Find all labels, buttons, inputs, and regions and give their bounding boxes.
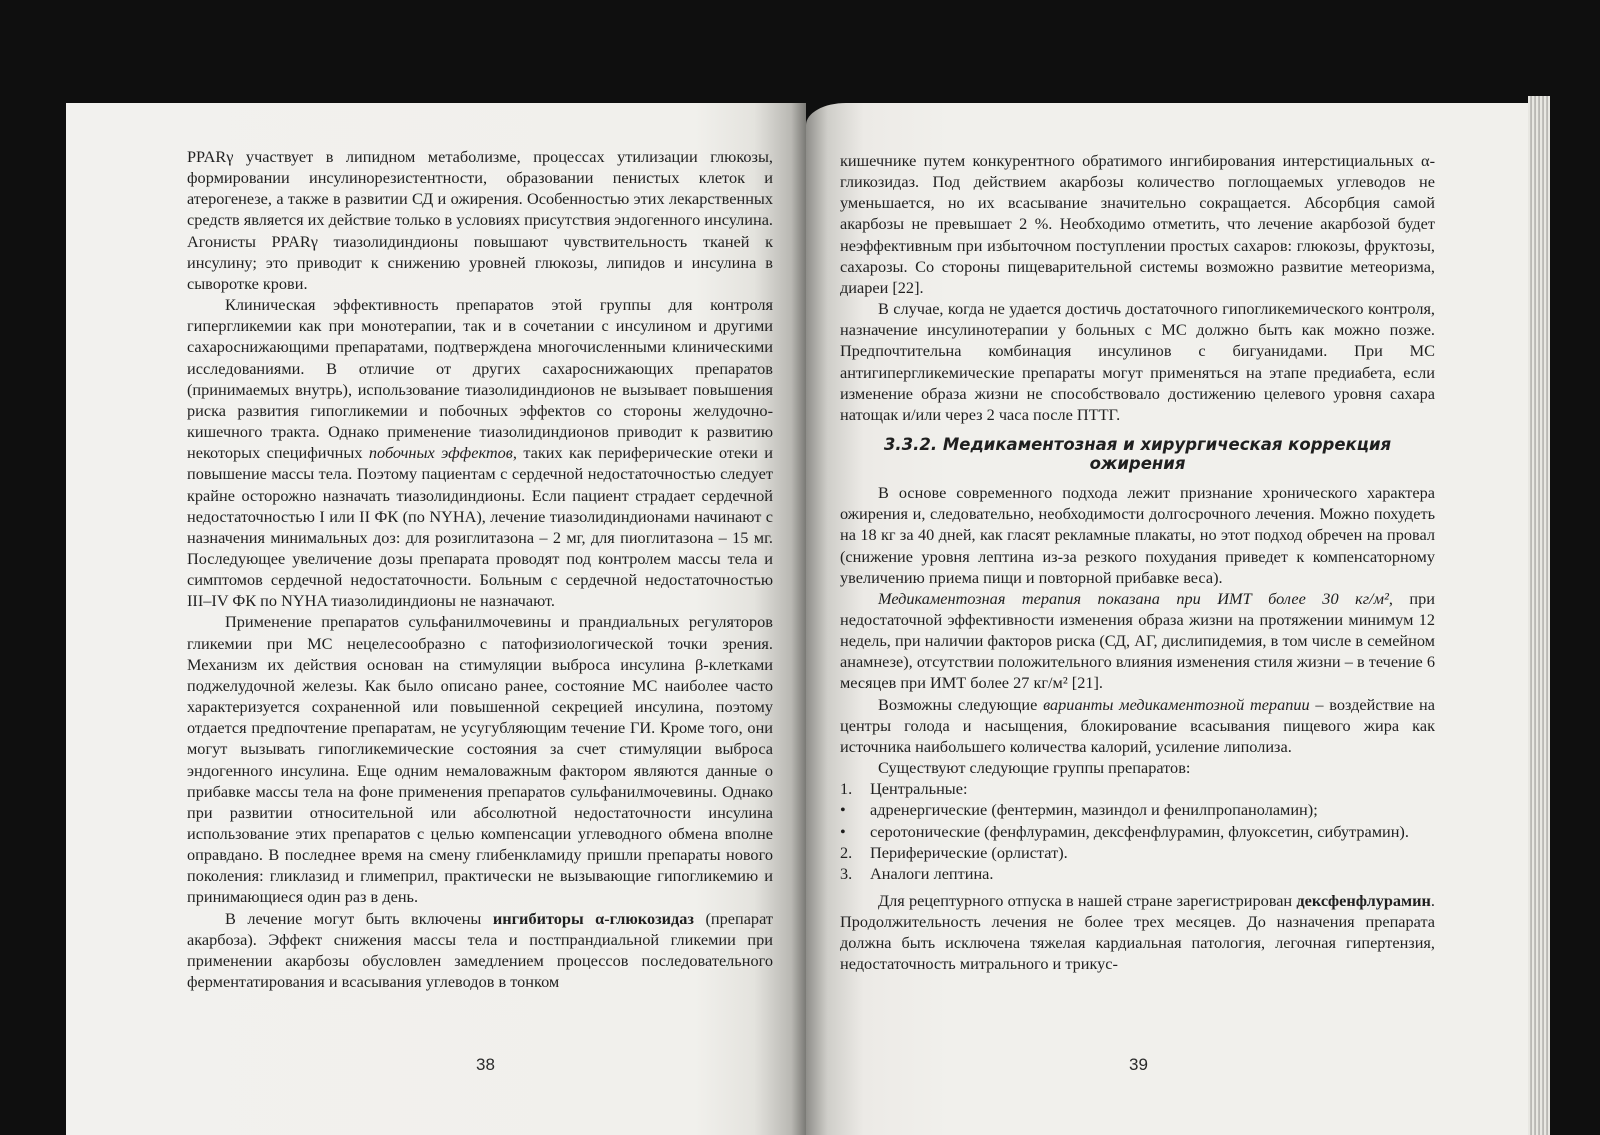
italic-term: варианты медикаментозной терапии — [1043, 694, 1310, 714]
left-page — [66, 103, 806, 1135]
list-item: • адренергические (фентермин, мазиндол и фенилпропаноламин); — [840, 800, 1318, 820]
list-item: • серотонические (фенфлурамин, дексфенфлурамин, флуоксетин, сибутрамин). — [840, 821, 1409, 841]
paragraph: Применение препаратов сульфанилмочевины и прандиальных регуляторов гликемии при МС нецелесообразно с патофизиологической точки зрения. Механизм их действия основан на стимуляции выброса инсулина β-клетками поджелудочной железы. Как было описано ранее, состояние МС наиболее часто характеризуется сохраненной или повышенной секрецией инсулина, поэтому отдается предпочтение препаратам, не усугубляющим течение ГИ. Кроме того, они могут вызывать гипогликемические состояния за счет стимуляции выброса эндогенного инсулина. Еще одним немаловажным фактором являются данные о прибавке массы тела на фоне применения препаратов сульфанилмочевины. Однако при развитии относительной или абсолютной недостаточности инсулина использование этих препаратов с целью компенсации углеводного обмена вполне оправдано. В последнее время на смену глибенкламиду пришли препараты нового поколения: гликлазид и глимеприл, практически не вызывающие гипогликемию и принимающиеся один раз в день. — [187, 612, 773, 907]
drug-group-list — [840, 778, 1435, 884]
paragraph: Существуют следующие группы препаратов: — [878, 758, 1191, 778]
paragraph: В лечение могут быть включены ингибиторы α-глюкозидаз (препарат акарбоза). Эффект снижения массы тела и постпрандиальной гликемии при применении акарбозы обусловлен замедлением процессов последовательного ферментатирования и всасывания углеводов в тонком — [187, 908, 773, 992]
page-number: 39 — [1129, 1055, 1148, 1074]
paragraph: В основе современного подхода лежит признание хронического характера ожирения и, следовательно, необходимости долгосрочного лечения. Можно похудеть на 18 кг за 40 дней, как гласят рекламные плакаты, но этот подход обречен на провал (снижение уровня лептина из-за резкого похудания приведет к компенсаторному увеличению приема пищи и повторной прибавке веса). — [840, 483, 1435, 587]
bold-term: дексфенфлурамин — [1296, 891, 1431, 910]
page-number: 38 — [476, 1055, 495, 1074]
paragraph: Возможны следующие варианты медикаментозной терапии – воздействие на центры голода и насыщения, блокирование всасывания пищевого жира как источника наибольшего количества калорий, усиление липолиза. — [840, 694, 1435, 756]
list-item: 2. Периферические (орлистат). — [840, 842, 1068, 862]
paragraph: Клиническая эффективность препаратов этой группы для контроля гипергликемии как при монотерапии, так и в сочетании с инсулином и другими сахароснижающими препаратами, подтверждена многочисленными клиническими исследованиями. В отличие от других сахароснижающих препаратов (принимаемых внутрь), использование тиазолидиндионов не вызывает повышения риска развития гипогликемии и побочных эффектов со стороны желудочно-кишечного тракта. Однако применение тиазолидиндионов приводит к развитию некоторых специфичных побочных эффектов, таких как периферические отеки и повышение массы тела. Поэтому пациентам с сердечной недостаточностью следует крайне осторожно назначать тиазолидиндионы. Если пациент страдает сердечной недостаточностью I или II ФК (по NYHA), лечение тиазолидиндионами начинают с назначения минимальных доз: для розиглитазона – 2 мг, для пиоглитазона – 15 мг. Последующее увеличение дозы препарата проводят под контролем массы тела и симптомов сердечной недостаточности. Больным с сердечной недостаточностью III–IV ФК по NYHA тиазолидиндионы не назначают. — [187, 295, 774, 611]
italic-term: Медикаментозная терапия показана при ИМТ более 30 кг/м² — [878, 588, 1389, 608]
right-page — [806, 103, 1528, 1135]
left-page-text — [187, 146, 773, 992]
list-item: 1. Центральные: — [840, 779, 968, 799]
paragraph: В случае, когда не удается достичь достаточного гипогликемического контроля, назначение инсулинотерапии у больных с МС должно быть как можно позже. Предпочтительна комбинация инсулинов с бигуанидами. При МС антигипергликемические препараты могут применяться на этапе предиабета, если изменение образа жизни не способствовало достижению целевого уровня сахара натощак и/или через 2 часа после ПТТГ. — [840, 299, 1435, 424]
italic-term: побочных эффектов — [368, 443, 513, 463]
bold-term: ингибиторы α-глюкозидаз — [492, 908, 694, 928]
paragraph: Медикаментозная терапия показана при ИМТ более 30 кг/м², при недостаточной эффективности изменения образа жизни на протяжении минимум 12 недель, при наличии факторов риска (СД, АГ, дислипидемия, в том числе в семейном анамнезе), отсутствии положительного влияния изменения стиля жизни – в течение 6 месяцев при ИМТ более 27 кг/м² [21]. — [840, 588, 1435, 693]
right-page-text — [840, 150, 1435, 975]
paragraph: Для рецептурного отпуска в нашей стране зарегистрирован дексфенфлурамин. Продолжительность лечения не более трех месяцев. До назначения препарата должна быть исключена тяжелая кардиальная патология, легочная гипертензия, недостаточность митрального и трикус- — [840, 891, 1435, 974]
list-item: 3. Аналоги лептина. — [840, 863, 994, 883]
page-edges — [1528, 96, 1550, 1135]
paragraph: PPARγ участвует в липидном метаболизме, процессах утилизации глюкозы, формировании инсулинорезистентности, образовании пенистых клеток и атерогенезе, а также в развитии СД и ожирения. Особенностью этих лекарственных средств является их действие только в условиях присутствия эндогенного инсулина. Агонисты PPARγ тиазолидиндионы повышают чувствительность тканей к инсулину; это приводит к снижению уровней глюкозы, липидов и инсулина в сыворотке крови. — [187, 147, 773, 293]
section-heading: 3.3.2. Медикаментозная и хирургическая коррекция ожирения — [883, 435, 1392, 474]
paragraph: кишечнике путем конкурентного обратимого ингибирования интерстициальных α-гликозидаз. Под действием акарбозы количество поглощаемых углеводов не уменьшается, но их всасывание значительно сокращается. Абсорбция самой акарбозы не превышает 2 %. Необходимо отметить, что лечение акарбозой будет неэффективным при избыточном поступлении простых сахаров: глюкозы, фруктозы, сахарозы. Со стороны пищеварительной системы возможно развитие метеоризма, диареи [22]. — [840, 151, 1435, 297]
